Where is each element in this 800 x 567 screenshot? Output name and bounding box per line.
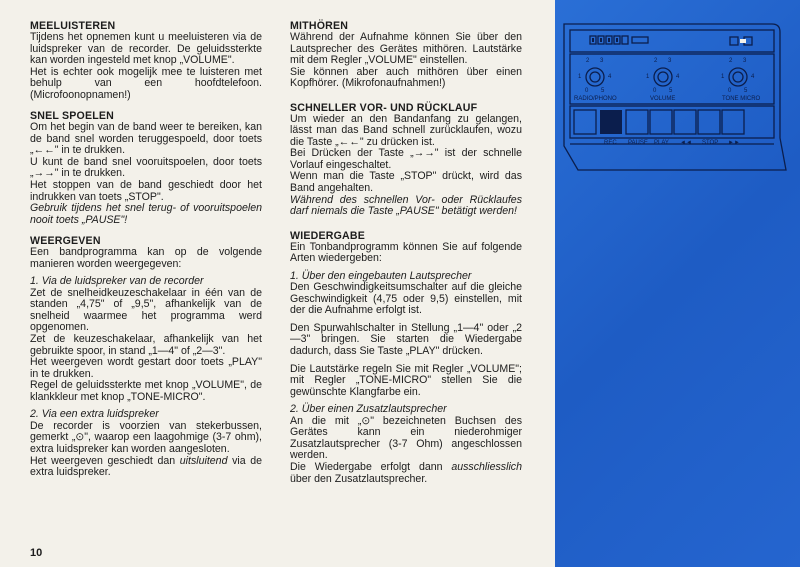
subheading: 2. Über einen Zusatzlautsprecher [290,403,447,416]
section-title-wiedergabe: WIEDERGABE [290,229,365,242]
paragraph: Zet de snelheidkeuzeschakelaar in één van de standen „4,75" of „9,5", afhankelijk van de snelheid waarmee het programma werd opgenomen. [30,286,262,334]
knob-volume [654,68,672,86]
button-label-stop: STOP [702,140,719,146]
paragraph: Ein Tonbandprogramm können Sie auf folgende Arten wiedergeben: [290,240,522,265]
scale-label: 1 [578,74,582,80]
scale-label: 5 [744,88,748,94]
paragraph: Een bandprogramma kan op de volgende manieren worden weergegeven: [30,246,262,270]
indicator-square [730,37,738,45]
knob-tone-micro [729,68,747,86]
paragraph: Zet de keuzeschakelaar, afhankelijk van het gebruikte spoor, in stand „1—4" of „2—3". [30,333,262,357]
subheading: 1. Über den eingebauten Lautsprecher [290,269,472,282]
button-label-rec: REC [604,140,617,146]
page-number: 10 [30,547,43,559]
paragraph: Die Wiedergabe erfolgt dann ausschliesslich über den Zusatzlautsprecher. [290,460,522,485]
paragraph: Het weergeven wordt gestart door toets „PLAY" in te drukken. [30,356,262,380]
left-column [30,20,262,479]
scale-label: 1 [646,74,650,80]
rec-button-key [600,110,622,134]
display-bar [632,37,648,43]
section-title-meeluisteren: MEELUISTEREN [30,20,116,32]
scale-label: 2 [654,58,658,64]
scale-label: 3 [743,58,747,64]
paragraph: Het is echter ook mogelijk mee te luisteren met behulp van een hoofdtelefoon. (Microfoonopnamen!) [30,65,262,101]
paragraph: Bei Drücken der Taste „→→" ist der schnelle Vorlauf eingeschaltet. [290,147,522,171]
paragraph: Tijdens het opnemen kunt u meeluisteren via de luidspreker van de recorder. De geluidssterkte kan worden ingesteld met knop „VOLUME". [30,31,262,67]
middle-column [290,20,522,485]
paragraph: Sie können aber auch mithören über einen Kopfhörer. (Mikrofonaufnahmen!) [290,65,522,90]
scale-label: 3 [600,58,604,64]
section-title-schneller-lauf: SCHNELLER VOR- UND RÜCKLAUF [290,101,478,114]
button-label-rewind: ◄◄ [680,140,692,146]
button-label-pause: PAUSE [628,140,648,146]
knob-label-tone-micro: TONE MICRO [722,96,761,102]
scale-label: 5 [669,88,673,94]
paragraph: Die Lautstärke regeln Sie mit Regler „VOLUME"; mit Regler „TONE-MICRO" stellen Sie die gewünschte Klangfarbe ein. [290,362,522,398]
paragraph: Wenn man die Taste „STOP" drückt, wird das Band angehalten. [290,170,522,195]
scale-label: 4 [751,74,755,80]
paragraph: De recorder is voorzien van stekerbussen, gemerkt „⊙", waarop een laagohmige (3-7 ohm), extra luidspreker kan worden aangesloten. [30,419,262,455]
scale-label: 2 [729,58,733,64]
paragraph: Den Geschwindigkeitsumschalter auf die gleiche Geschwindigkeit (4,75 oder 9,5) einstellen, mit der die Aufnahme erfolgt ist. [290,281,522,317]
button-label-play: PLAY [654,140,669,146]
paragraph: An die mit „⊙" bezeichneten Buchsen des Gerätes kann ein niederohmiger Zusatzlautsprecher (3-7 Ohm) angeschlossen werden. [290,414,522,462]
scale-label: 1 [721,74,725,80]
button-label-fast-forward: ►► [728,140,740,146]
button-key [574,110,596,134]
paragraph: Um wieder an den Bandanfang zu gelangen, lässt man das Band schnell zurücklaufen, wozu die Taste „←←" zu drücken ist. [290,112,522,148]
section-title-mithoeren: MITHÖREN [290,20,349,32]
scale-label: 0 [728,88,732,94]
scale-label: 2 [586,58,590,64]
warning-paragraph: Gebruik tijdens het snel terug- of vooruitspoelen nooit toets „PAUSE"! [30,202,262,226]
paragraph: Während der Aufnahme können Sie über den Lautsprecher des Gerätes mithören. Lautstärke mit dem Regler „VOLUME" einstellen. [290,31,522,67]
scale-label: 4 [608,74,612,80]
scale-label: 5 [601,88,605,94]
subheading: 2. Via een extra luidspreker [30,408,159,421]
paragraph: Om het begin van de band weer te bereiken, kan de band snel worden teruggespoeld, door toets „←←" in te drukken. [30,121,262,157]
knob-label-radio-phono: RADIO/PHONO [574,96,617,102]
subheading: 1. Via de luidspreker van de recorder [30,275,204,288]
paragraph: Regel de geluidssterkte met knop „VOLUME", de klankkleur met knop „TONE-MICRO". [30,379,262,403]
paragraph: U kunt de band snel vooruitspoelen, door toets „→→" in te drukken. [30,155,262,180]
display-cell [622,36,628,44]
warning-paragraph: Während des schnellen Vor- oder Rücklaufes darf niemals die Taste „PAUSE" betätigt werden! [290,193,522,218]
knob-radio-phono [586,68,604,86]
button-key [626,110,648,134]
section-title-weergeven: WEERGEVEN [30,235,101,248]
scale-label: 3 [668,58,672,64]
button-key [722,110,744,134]
button-key [698,110,720,134]
paragraph: Den Spurwahlschalter in Stellung „1—4" oder „2—3" bringen. Sie starten die Wiedergabe dadurch, dass Sie Taste „PLAY" drücken. [290,321,522,358]
section-title-snel-spoelen: SNEL SPOELEN [30,110,115,123]
scale-label: 4 [676,74,680,80]
button-key [650,110,672,134]
paragraph: Het stoppen van de band geschiedt door het indrukken van toets „STOP". [30,179,262,203]
scale-label: 0 [653,88,657,94]
recorder-illustration [558,18,788,185]
button-key [674,110,696,134]
scale-label: 0 [585,88,589,94]
paragraph: Het weergeven geschiedt dan uitsluitend via de extra luidspreker. [30,454,263,479]
knob-label-volume: VOLUME [650,96,676,102]
